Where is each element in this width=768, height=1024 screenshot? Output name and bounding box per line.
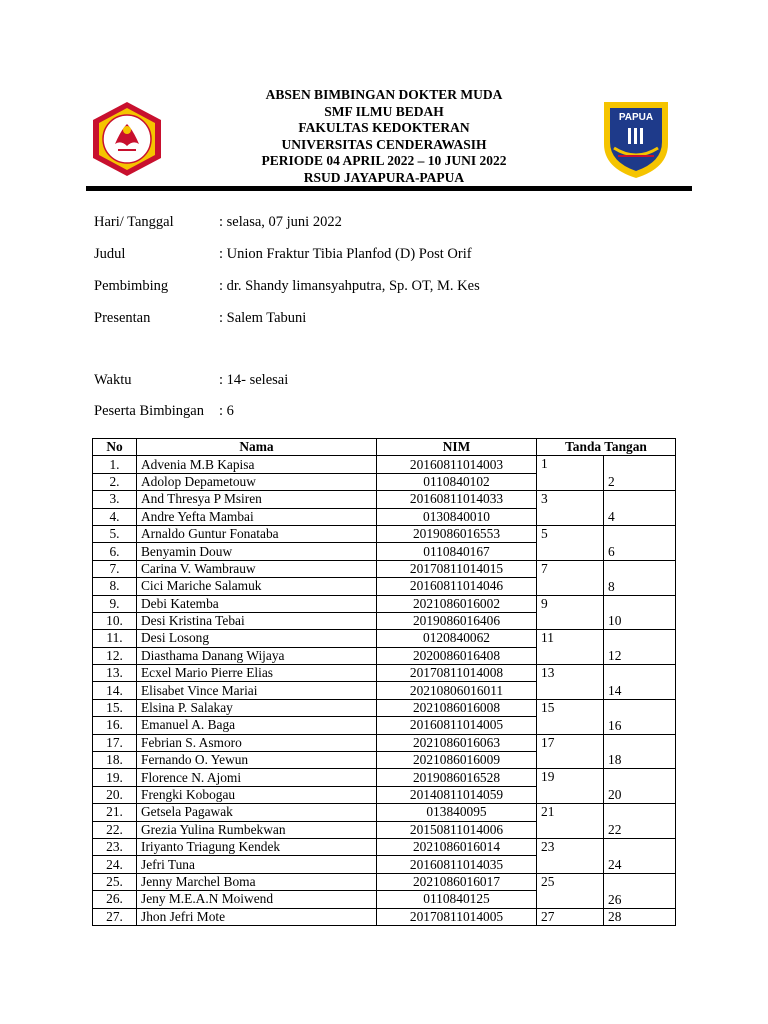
row-nim: 20140811014059 [377,786,537,803]
signature-cell: 18 [604,734,676,769]
hari-tanggal-value: : selasa, 07 juni 2022 [219,214,342,230]
signature-cell: 5 [537,525,604,560]
table-row [93,804,676,821]
header-nama: Nama [137,439,377,456]
row-no: 25. [93,873,137,890]
header-no: No [93,439,137,456]
judul-value: : Union Fraktur Tibia Planfod (D) Post Orif [219,246,472,262]
row-no: 5. [93,525,137,542]
row-no: 1. [93,456,137,473]
row-no: 11. [93,630,137,647]
signature-cell: 4 [604,491,676,526]
row-nim: 2021086016014 [377,838,537,855]
signature-cell: 22 [604,804,676,839]
signature-cell: 24 [604,838,676,873]
header-line: UNIVERSITAS CENDERAWASIH [281,136,487,152]
row-no: 7. [93,560,137,577]
universitas-cenderawasih-logo [88,100,166,178]
row-no: 17. [93,734,137,751]
signature-cell: 8 [604,560,676,595]
header-line: RSUD JAYAPURA-PAPUA [303,169,465,185]
signature-cell: 20 [604,769,676,804]
row-nim: 013840095 [377,804,537,821]
attendance-table [92,438,676,926]
table-row [93,699,676,716]
table-row [93,456,676,473]
row-no: 21. [93,804,137,821]
signature-cell: 28 [604,908,676,925]
row-no: 14. [93,682,137,699]
row-no: 13. [93,665,137,682]
table-row [93,769,676,786]
peserta-bimbingan-value: : 6 [219,403,234,419]
row-no: 27. [93,908,137,925]
signature-cell: 16 [604,699,676,734]
table-header-row [93,439,676,456]
row-nim: 2021086016008 [377,699,537,716]
row-nama: Jhon Jefri Mote [137,908,377,925]
row-no: 12. [93,647,137,664]
header-divider [86,186,692,191]
signature-cell: 9 [537,595,604,630]
document-header [170,87,598,187]
row-nama: Jeny M.E.A.N Moiwend [137,891,377,908]
row-no: 8. [93,578,137,595]
row-nim: 0120840062 [377,630,537,647]
signature-cell: 17 [537,734,604,769]
header-line: ABSEN BIMBINGAN DOKTER MUDA [265,87,503,102]
row-no: 19. [93,769,137,786]
row-nim: 20210806016011 [377,682,537,699]
row-nim: 20160811014046 [377,578,537,595]
table-row [93,560,676,577]
table-row [93,838,676,855]
row-nama: Getsela Pagawak [137,804,377,821]
signature-cell: 19 [537,769,604,804]
signature-cell: 7 [537,560,604,595]
row-no: 9. [93,595,137,612]
waktu-value: : 14- selesai [219,372,289,388]
presentan-label: Presentan [94,310,151,326]
signature-cell: 11 [537,630,604,665]
signature-cell: 13 [537,665,604,700]
row-nama: Debi Katemba [137,595,377,612]
row-nama: Jenny Marchel Boma [137,873,377,890]
row-nama: Carina V. Wambrauw [137,560,377,577]
row-no: 22. [93,821,137,838]
table-row [93,491,676,508]
signature-cell: 10 [604,595,676,630]
row-nim: 2021086016009 [377,752,537,769]
row-nim: 2019086016553 [377,525,537,542]
row-no: 26. [93,891,137,908]
peserta-bimbingan-label: Peserta Bimbingan [94,403,204,419]
row-nim: 20160811014003 [377,456,537,473]
row-nama: Febrian S. Asmoro [137,734,377,751]
row-nim: 20170811014015 [377,560,537,577]
table-row [93,630,676,647]
presentan-value: : Salem Tabuni [219,310,307,326]
row-nim: 2021086016017 [377,873,537,890]
row-no: 16. [93,717,137,734]
signature-cell: 27 [537,908,604,925]
row-nama: Advenia M.B Kapisa [137,456,377,473]
table-row [93,525,676,542]
row-no: 4. [93,508,137,525]
row-nim: 20160811014035 [377,856,537,873]
row-no: 20. [93,786,137,803]
row-nama: Elsina P. Salakay [137,699,377,716]
pembimbing-label: Pembimbing [94,278,169,294]
row-nama: Grezia Yulina Rumbekwan [137,821,377,838]
row-nim: 0130840010 [377,508,537,525]
row-no: 18. [93,752,137,769]
row-nama: Andre Yefta Mambai [137,508,377,525]
row-no: 2. [93,473,137,490]
signature-cell: 15 [537,699,604,734]
row-nim: 2021086016063 [377,734,537,751]
row-nim: 0110840102 [377,473,537,490]
row-no: 23. [93,838,137,855]
row-nama: Ecxel Mario Pierre Elias [137,665,377,682]
hari-tanggal-label: Hari/ Tanggal [94,214,174,230]
signature-cell: 23 [537,838,604,873]
row-nim: 2021086016002 [377,595,537,612]
row-nim: 20160811014033 [377,491,537,508]
row-no: 10. [93,612,137,629]
papua-province-logo [594,96,678,180]
row-nim: 2020086016408 [377,647,537,664]
table-row [93,908,676,925]
header-nim: NIM [377,439,537,456]
row-nama: And Thresya P Msiren [137,491,377,508]
row-nama: Fernando O. Yewun [137,752,377,769]
row-nama: Adolop Depametouw [137,473,377,490]
row-no: 6. [93,543,137,560]
row-nim: 20170811014008 [377,665,537,682]
row-nim: 2019086016406 [377,612,537,629]
signature-cell: 26 [604,873,676,908]
table-row [93,734,676,751]
waktu-label: Waktu [94,372,132,388]
row-nim: 0110840167 [377,543,537,560]
header-line: FAKULTAS KEDOKTERAN [298,120,470,136]
svg-text:PAPUA: PAPUA [618,112,654,123]
row-nama: Benyamin Douw [137,543,377,560]
row-nama: Arnaldo Guntur Fonataba [137,525,377,542]
header-line: SMF ILMU BEDAH [324,103,444,119]
row-nama: Desi Losong [137,630,377,647]
signature-cell: 21 [537,804,604,839]
pembimbing-value: : dr. Shandy limansyahputra, Sp. OT, M. Kes [219,278,480,294]
table-row [93,665,676,682]
signature-cell: 14 [604,665,676,700]
row-no: 24. [93,856,137,873]
signature-cell: 2 [604,456,676,491]
row-nim: 20150811014006 [377,821,537,838]
signature-cell: 1 [537,456,604,491]
row-nama: Diasthama Danang Wijaya [137,647,377,664]
row-nim: 2019086016528 [377,769,537,786]
row-nama: Elisabet Vince Mariai [137,682,377,699]
table-row [93,873,676,890]
row-nama: Jefri Tuna [137,856,377,873]
row-nama: Frengki Kobogau [137,786,377,803]
row-nama: Emanuel A. Baga [137,717,377,734]
signature-cell: 6 [604,525,676,560]
row-nim: 20170811014005 [377,908,537,925]
row-nama: Iriyanto Triagung Kendek [137,838,377,855]
signature-cell: 3 [537,491,604,526]
signature-cell: 12 [604,630,676,665]
row-nim: 20160811014005 [377,717,537,734]
header-line: PERIODE 04 APRIL 2022 – 10 JUNI 2022 [261,153,507,169]
row-no: 15. [93,699,137,716]
table-row [93,595,676,612]
row-no: 3. [93,491,137,508]
judul-label: Judul [94,246,126,262]
row-nama: Cici Mariche Salamuk [137,578,377,595]
row-nama: Florence N. Ajomi [137,769,377,786]
header-tanda-tangan: Tanda Tangan [537,439,676,456]
signature-cell: 25 [537,873,604,908]
row-nama: Desi Kristina Tebai [137,612,377,629]
row-nim: 0110840125 [377,891,537,908]
